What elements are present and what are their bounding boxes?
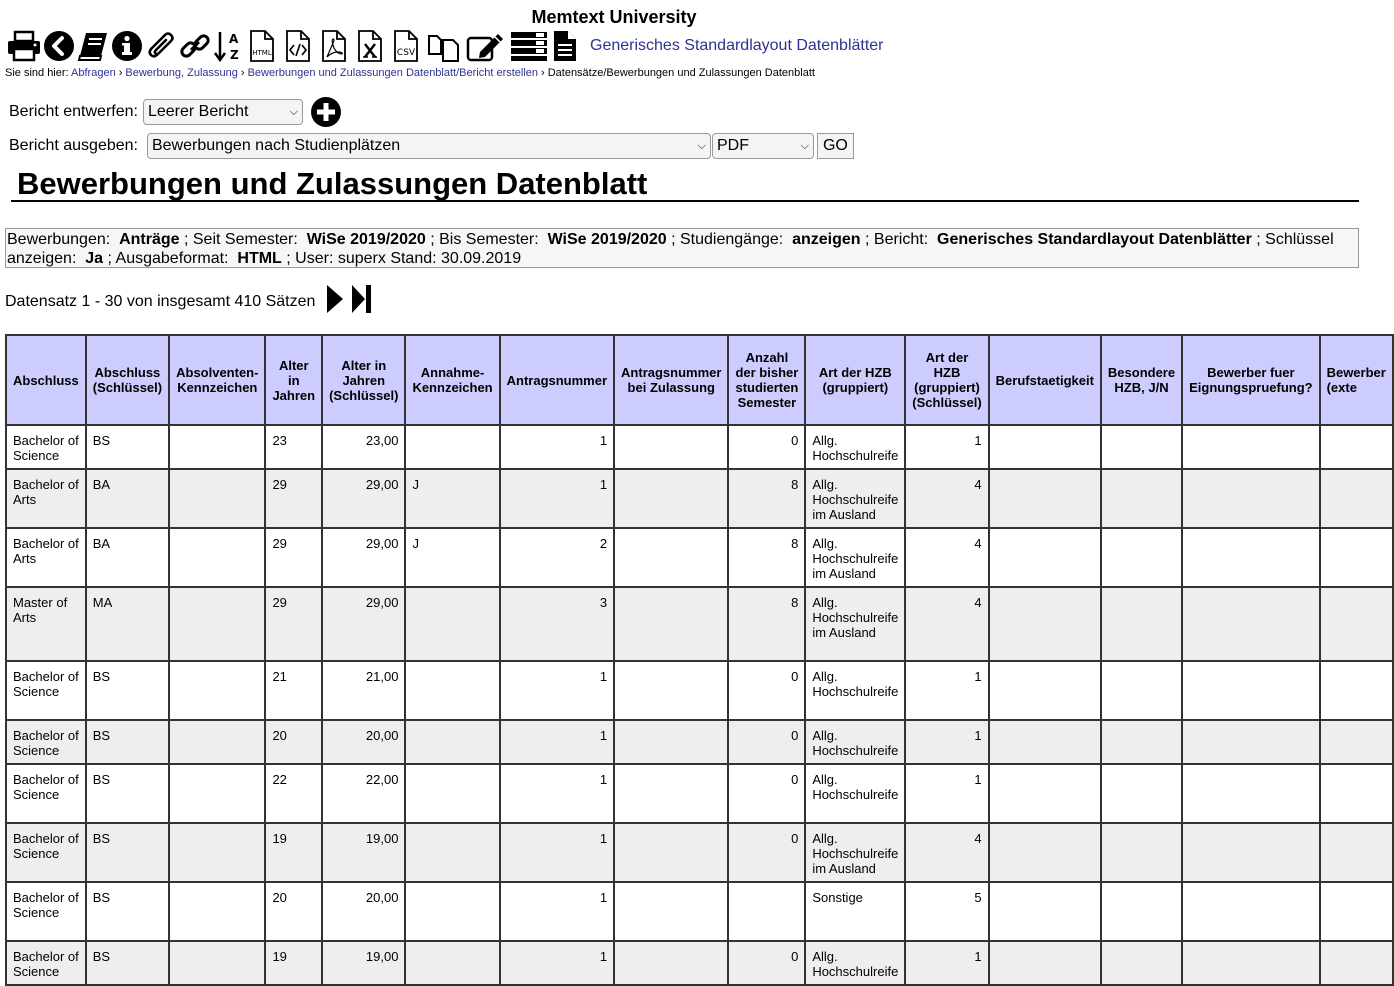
paperclip-icon[interactable] [144,29,178,63]
table-cell: 1 [500,469,614,528]
table-cell: Bachelor of Science [6,425,86,469]
table-cell [614,720,728,764]
table-cell: J [405,528,499,587]
table-cell [989,882,1101,941]
table-cell: Bachelor of Science [6,720,86,764]
table-cell: Bachelor of Science [6,882,86,941]
table-cell: BA [86,528,169,587]
breadcrumb-link-bewerbung[interactable]: Bewerbung, Zulassung [125,67,238,79]
table-cell [405,425,499,469]
sort-az-icon[interactable] [212,29,244,63]
chevron-right-icon: › [240,67,245,79]
table-cell: 1 [500,720,614,764]
table-cell [1182,720,1319,764]
table-cell: 8 [728,587,805,661]
back-icon[interactable] [42,29,76,63]
table-cell [169,823,265,882]
last-page-icon[interactable] [351,283,373,320]
table-row[interactable] [6,720,1393,764]
record-counter-text: Datensatz 1 - 30 von insgesamt 410 Sätzen [5,292,316,310]
report-parameters [5,228,1359,268]
table-row[interactable] [6,941,1393,985]
param-label: ; Bericht: [865,231,929,248]
table-cell [169,425,265,469]
table-cell [1182,587,1319,661]
table-cell [1101,425,1182,469]
printer-icon[interactable] [6,29,42,63]
table-cell [405,823,499,882]
table-cell: 1 [905,720,988,764]
table-body [6,425,1393,985]
table-cell: 1 [905,941,988,985]
svg-text:A: A [229,32,239,46]
table-cell: 20,00 [322,720,405,764]
table-cell [1182,941,1319,985]
table-cell [614,823,728,882]
table-cell: Master of Arts [6,587,86,661]
table-cell: 1 [500,661,614,720]
table-cell: 0 [728,823,805,882]
chevron-right-icon: › [541,67,545,79]
edit-icon[interactable] [464,29,508,63]
breadcrumb-link-datenblatt[interactable]: Bewerbungen und Zulassungen Datenblatt/Bericht erstellen [247,67,539,79]
table-cell [989,823,1101,882]
table-cell [1320,425,1393,469]
table-row[interactable] [6,587,1393,661]
document-icon[interactable] [550,29,580,63]
table-cell: 8 [728,469,805,528]
breadcrumb-prefix: Sie sind hier: [5,67,69,79]
table-cell: MA [86,587,169,661]
table-cell: Allg. Hochschulreife im Ausland [805,587,905,661]
table-cell [1320,823,1393,882]
table-cell: Allg. Hochschulreife [805,941,905,985]
column-header[interactable]: Bewerber fuer Eignungspruefung? [1182,335,1319,425]
table-cell: Bachelor of Science [6,661,86,720]
table-row[interactable] [6,882,1393,941]
table-cell: BS [86,882,169,941]
table-cell [1320,720,1393,764]
table-cell: 20,00 [322,882,405,941]
table-cell [614,425,728,469]
table-cell [1101,941,1182,985]
param-label: ; Schlüssel anzeigen: [7,231,1334,267]
table-cell: Bachelor of Arts [6,469,86,528]
column-header[interactable]: Bewerber (exte [1320,335,1393,425]
table-cell: 22,00 [322,764,405,823]
table-cell [1182,661,1319,720]
page-title: Bewerbungen und Zulassungen Datenblatt [11,166,1359,202]
toolbar [6,28,884,64]
table-cell [614,587,728,661]
param-label: ; Bis Semester: [430,231,539,248]
param-label: ; Ausgabeformat: [107,250,229,267]
column-header[interactable]: Art der HZB (gruppiert) [805,335,905,425]
table-cell [614,661,728,720]
table-cell [989,764,1101,823]
column-header[interactable]: Alter in Jahren [265,335,322,425]
report-design-value: Leerer Bericht [147,103,249,120]
table-cell: 29,00 [322,587,405,661]
table-cell: 1 [500,941,614,985]
table-cell: 3 [500,587,614,661]
table-cell: 29 [265,469,322,528]
svg-text:Z: Z [230,48,239,62]
table-cell: 0 [728,941,805,985]
pdf-file-icon[interactable] [316,29,352,63]
table-cell [989,941,1101,985]
table-cell [1320,764,1393,823]
table-cell: 19 [265,941,322,985]
table-cell [1101,528,1182,587]
html-file-icon[interactable] [244,29,280,63]
table-cell: Allg. Hochschulreife im Ausland [805,528,905,587]
table-cell [989,425,1101,469]
table-cell [169,882,265,941]
chevron-down-icon: ⌵ [800,139,809,152]
table-cell [989,587,1101,661]
table-cell [1101,661,1182,720]
column-header[interactable]: Besondere HZB, J/N [1101,335,1182,425]
format-value: PDF [716,137,749,154]
table-cell [405,587,499,661]
table-cell [1101,469,1182,528]
svg-text:CSV: CSV [396,48,416,58]
table-cell [1320,587,1393,661]
table-cell: 29 [265,528,322,587]
table-cell: 4 [905,823,988,882]
report-output-value: Bewerbungen nach Studienplätzen [151,137,401,154]
table-cell: BS [86,425,169,469]
table-cell [614,469,728,528]
table-cell: 0 [728,661,805,720]
table-cell: 1 [500,823,614,882]
table-cell: BS [86,823,169,882]
data-table [5,334,1394,986]
table-cell: 5 [905,882,988,941]
table-cell [1320,882,1393,941]
format-select[interactable] [712,133,814,159]
column-header[interactable]: Abschluss (Schlüssel) [86,335,169,425]
param-value: HTML [237,250,282,267]
excel-file-icon[interactable] [352,29,388,63]
table-cell: BS [86,661,169,720]
svg-text:HTML: HTML [252,49,272,57]
table-cell [1101,764,1182,823]
param-label: Bewerbungen: [7,231,111,248]
table-cell: 23,00 [322,425,405,469]
table-cell: BS [86,764,169,823]
table-cell: 1 [500,425,614,469]
table-cell [169,720,265,764]
param-value: WiSe 2019/2020 [306,231,426,248]
column-header[interactable]: Abschluss [6,335,86,425]
table-cell [405,764,499,823]
next-page-icon[interactable] [325,283,345,320]
column-header[interactable]: Absolventen-Kennzeichen [169,335,265,425]
table-cell: 1 [500,764,614,823]
table-cell: 1 [905,764,988,823]
books-icon[interactable] [76,29,110,63]
chevron-right-icon: › [118,67,123,79]
table-row[interactable] [6,425,1393,469]
add-report-icon[interactable] [310,96,342,128]
table-cell [405,941,499,985]
rows-icon[interactable] [508,29,550,63]
table-cell [1182,882,1319,941]
csv-file-icon[interactable] [388,29,424,63]
table-cell [614,941,728,985]
table-cell: 19,00 [322,941,405,985]
table-row[interactable] [6,764,1393,823]
table-cell: 2 [500,528,614,587]
breadcrumb-link-abfragen[interactable]: Abfragen [71,67,116,79]
chevron-down-icon: ⌵ [289,105,298,118]
param-label: ; User: superx Stand: 30.09.2019 [286,250,522,267]
go-button[interactable]: GO [817,133,854,159]
table-cell [1320,469,1393,528]
table-cell: 4 [905,587,988,661]
column-header[interactable]: Antragsnummer [500,335,614,425]
table-cell [989,528,1101,587]
table-cell: 23 [265,425,322,469]
table-cell [614,764,728,823]
table-cell: 4 [905,528,988,587]
report-output-label: Bericht ausgeben: [9,137,138,154]
table-cell [989,469,1101,528]
param-label: ; Studiengänge: [671,231,784,248]
table-header-row [6,335,1393,425]
table-cell [1101,587,1182,661]
table-cell: 22 [265,764,322,823]
table-cell [1182,528,1319,587]
code-file-icon[interactable] [280,29,316,63]
report-design-select[interactable] [143,99,303,125]
table-cell [989,661,1101,720]
column-header[interactable]: Art der HZB (gruppiert) (Schlüssel) [905,335,988,425]
param-value: Generisches Standardlayout Datenblätter [937,231,1252,248]
table-cell: Allg. Hochschulreife im Ausland [805,469,905,528]
table-cell: Bachelor of Science [6,764,86,823]
table-cell: BS [86,941,169,985]
table-cell [1182,469,1319,528]
table-cell: Allg. Hochschulreife [805,425,905,469]
table-cell: 19 [265,823,322,882]
table-cell [169,941,265,985]
table-cell: Allg. Hochschulreife [805,661,905,720]
table-cell: Allg. Hochschulreife im Ausland [805,823,905,882]
table-cell [169,528,265,587]
table-cell: 20 [265,882,322,941]
table-cell [1101,720,1182,764]
table-cell: BS [86,720,169,764]
table-cell: 29,00 [322,528,405,587]
table-cell: J [405,469,499,528]
param-value: Anträge [119,231,180,248]
report-design-label: Bericht entwerfen: [9,103,138,120]
table-cell [614,528,728,587]
breadcrumb-current: Datensätze/Bewerbungen und Zulassungen Datenblatt [547,67,815,79]
column-header[interactable]: Alter in Jahren (Schlüssel) [322,335,405,425]
report-design-row [9,96,342,128]
link-icon[interactable] [178,29,212,63]
table-cell: Allg. Hochschulreife [805,720,905,764]
table-cell [1182,764,1319,823]
layout-link[interactable]: Generisches Standardlayout Datenblätter [590,37,884,54]
table-cell [614,882,728,941]
table-cell [1101,882,1182,941]
table-cell [169,587,265,661]
param-value: WiSe 2019/2020 [547,231,667,248]
table-cell [728,882,805,941]
table-cell [169,661,265,720]
table-cell [1320,941,1393,985]
table-cell: 0 [728,425,805,469]
table-cell: 1 [905,425,988,469]
table-cell: 1 [905,661,988,720]
table-cell: 4 [905,469,988,528]
table-cell: 29 [265,587,322,661]
table-cell: 0 [728,720,805,764]
report-output-row [9,133,854,159]
table-cell: Bachelor of Science [6,823,86,882]
table-cell: Allg. Hochschulreife [805,764,905,823]
table-cell: 8 [728,528,805,587]
table-cell [169,469,265,528]
table-cell [405,882,499,941]
table-cell [1182,425,1319,469]
table-cell: Bachelor of Arts [6,528,86,587]
table-cell [989,720,1101,764]
column-header[interactable]: Antragsnummer bei Zulassung [614,335,728,425]
table-cell: 29,00 [322,469,405,528]
table-cell: 21,00 [322,661,405,720]
table-cell: 20 [265,720,322,764]
info-icon[interactable] [110,29,144,63]
table-row[interactable] [6,823,1393,882]
table-cell: 1 [500,882,614,941]
table-cell [169,764,265,823]
table-cell: 21 [265,661,322,720]
table-cell [1320,661,1393,720]
column-header[interactable]: Annahme-Kennzeichen [405,335,499,425]
table-cell [1101,823,1182,882]
table-cell: Bachelor of Science [6,941,86,985]
table-cell: Sonstige [805,882,905,941]
table-cell: BA [86,469,169,528]
table-row[interactable] [6,661,1393,720]
param-value: Ja [85,250,104,267]
table-cell: 19,00 [322,823,405,882]
table-cell [405,661,499,720]
column-header[interactable]: Anzahl der bisher studierten Semester [728,335,805,425]
university-title: Memtext University [531,7,697,27]
table-cell [1182,823,1319,882]
chevron-down-icon: ⌵ [697,139,706,152]
table-cell: 0 [728,764,805,823]
table-cell [405,720,499,764]
report-output-select[interactable] [147,133,711,159]
param-value: anzeigen [792,231,861,248]
record-counter [5,283,373,320]
copy-icon[interactable] [424,29,464,63]
breadcrumb [5,67,815,79]
param-label: ; Seit Semester: [183,231,298,248]
column-header[interactable]: Berufstaetigkeit [989,335,1101,425]
table-row[interactable] [6,528,1393,587]
table-cell [1320,528,1393,587]
table-row[interactable] [6,469,1393,528]
